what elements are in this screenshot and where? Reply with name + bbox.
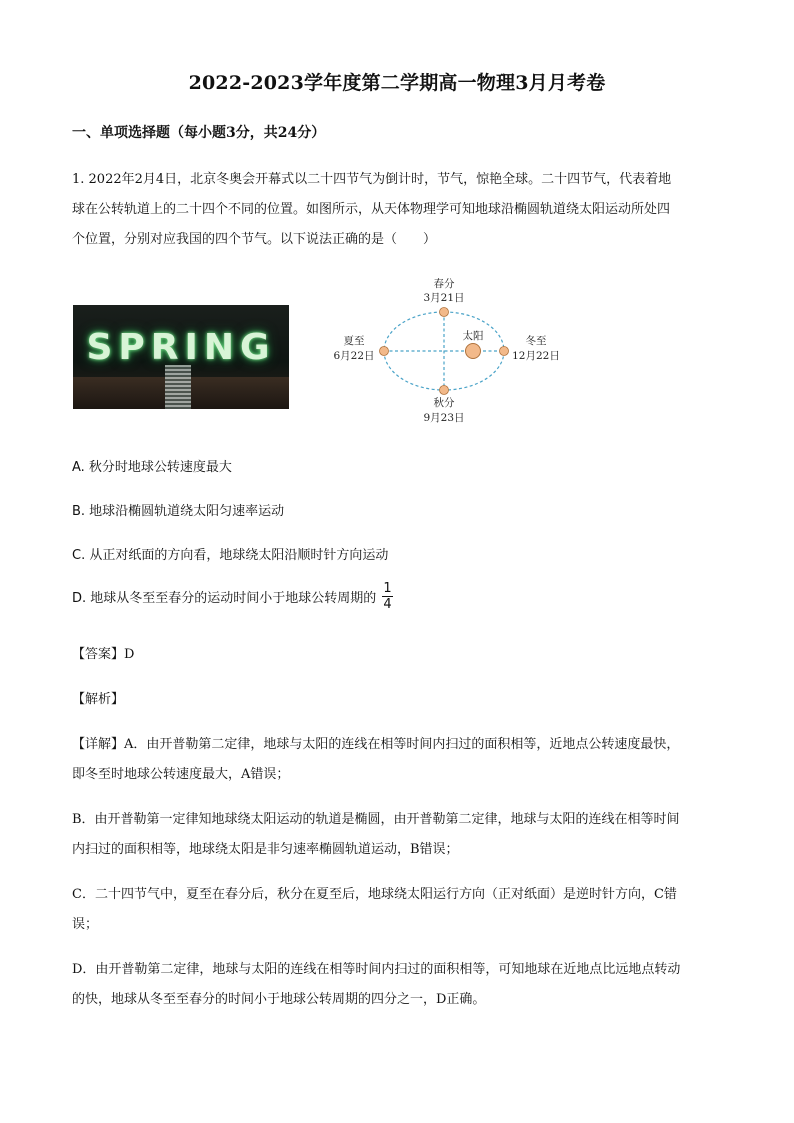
explanation-line: 即冬至时地球公转速度最大，A错误； xyxy=(72,767,290,782)
earth-summer-solstice xyxy=(380,347,389,356)
option-a: A. 秋分时地球公转速度最大 xyxy=(72,460,232,475)
orbit-diagram xyxy=(326,270,576,430)
earth-autumn-equinox xyxy=(440,386,449,395)
spring-date: 3月21日 xyxy=(423,292,465,304)
fraction-denominator: 4 xyxy=(383,597,392,612)
explanation-line: B．由开普勒第一定律知地球绕太阳运动的轨道是椭圆，由开普勒第二定律，地球与太阳的连线在相等时间 xyxy=(72,812,680,827)
spring-fireworks-photo xyxy=(73,305,289,409)
earth-winter-solstice xyxy=(500,347,509,356)
autumn-label: 秋分 xyxy=(433,397,455,409)
explanation-line: 的快，地球从冬至至春分的时间小于地球公转周期的四分之一，D正确。 xyxy=(72,992,486,1007)
fraction-numerator: 1 xyxy=(383,581,392,596)
summer-label: 夏至 xyxy=(343,335,365,347)
analysis-heading: 【解析】 xyxy=(72,692,125,707)
earth-spring-equinox xyxy=(440,308,449,317)
explanation-line: 误； xyxy=(72,917,99,932)
option-b: B. 地球沿椭圆轨道绕太阳匀速率运动 xyxy=(72,504,285,519)
sun-label: 太阳 xyxy=(462,330,484,342)
autumn-date: 9月23日 xyxy=(423,412,465,424)
option-c: C. 从正对纸面的方向看，地球绕太阳沿顺时针方向运动 xyxy=(72,548,389,563)
question-line: 1. 2022年2月4日，北京冬奥会开幕式以二十四节气为倒计时，节气，惊艳全球。二十四节气，代表着地 xyxy=(72,172,672,187)
option-d-text: D. 地球从冬至至春分的运动时间小于地球公转周期的 xyxy=(72,591,377,606)
winter-date: 12月22日 xyxy=(512,350,560,362)
light-tower xyxy=(165,365,191,409)
photo-text: SPRING xyxy=(86,327,276,368)
sun-circle xyxy=(466,344,481,359)
question-line: 球在公转轨道上的二十四个不同的位置。如图所示，从天体物理学可知地球沿椭圆轨道绕太阳运动所处四 xyxy=(72,202,671,217)
explanation-line: 内扫过的面积相等，地球绕太阳是非匀速率椭圆轨道运动，B错误； xyxy=(72,842,459,857)
fraction-one-quarter xyxy=(382,581,392,612)
explanation-line: D．由开普勒第二定律，地球与太阳的连线在相等时间内扫过的面积相等，可知地球在近地点比远地点转动 xyxy=(72,962,681,977)
spring-label: 春分 xyxy=(433,278,455,290)
answer-line: 【答案】D xyxy=(72,647,135,662)
section-heading: 一、单项选择题（每小题3分，共24分） xyxy=(72,125,326,141)
question-line: 个位置，分别对应我国的四个节气。以下说法正确的是（ ） xyxy=(72,232,437,247)
explanation-line: C．二十四节气中，夏至在春分后，秋分在夏至后，地球绕太阳运行方向（正对纸面）是逆时针方向，C错 xyxy=(72,887,677,902)
winter-label: 冬至 xyxy=(525,335,547,347)
page-title: 2022-2023学年度第二学期高一物理3月月考卷 xyxy=(188,72,606,94)
option-d xyxy=(72,581,393,612)
summer-date: 6月22日 xyxy=(333,350,375,362)
explanation-line: 【详解】A．由开普勒第二定律，地球与太阳的连线在相等时间内扫过的面积相等，近地点公转速度最快， xyxy=(72,737,680,752)
